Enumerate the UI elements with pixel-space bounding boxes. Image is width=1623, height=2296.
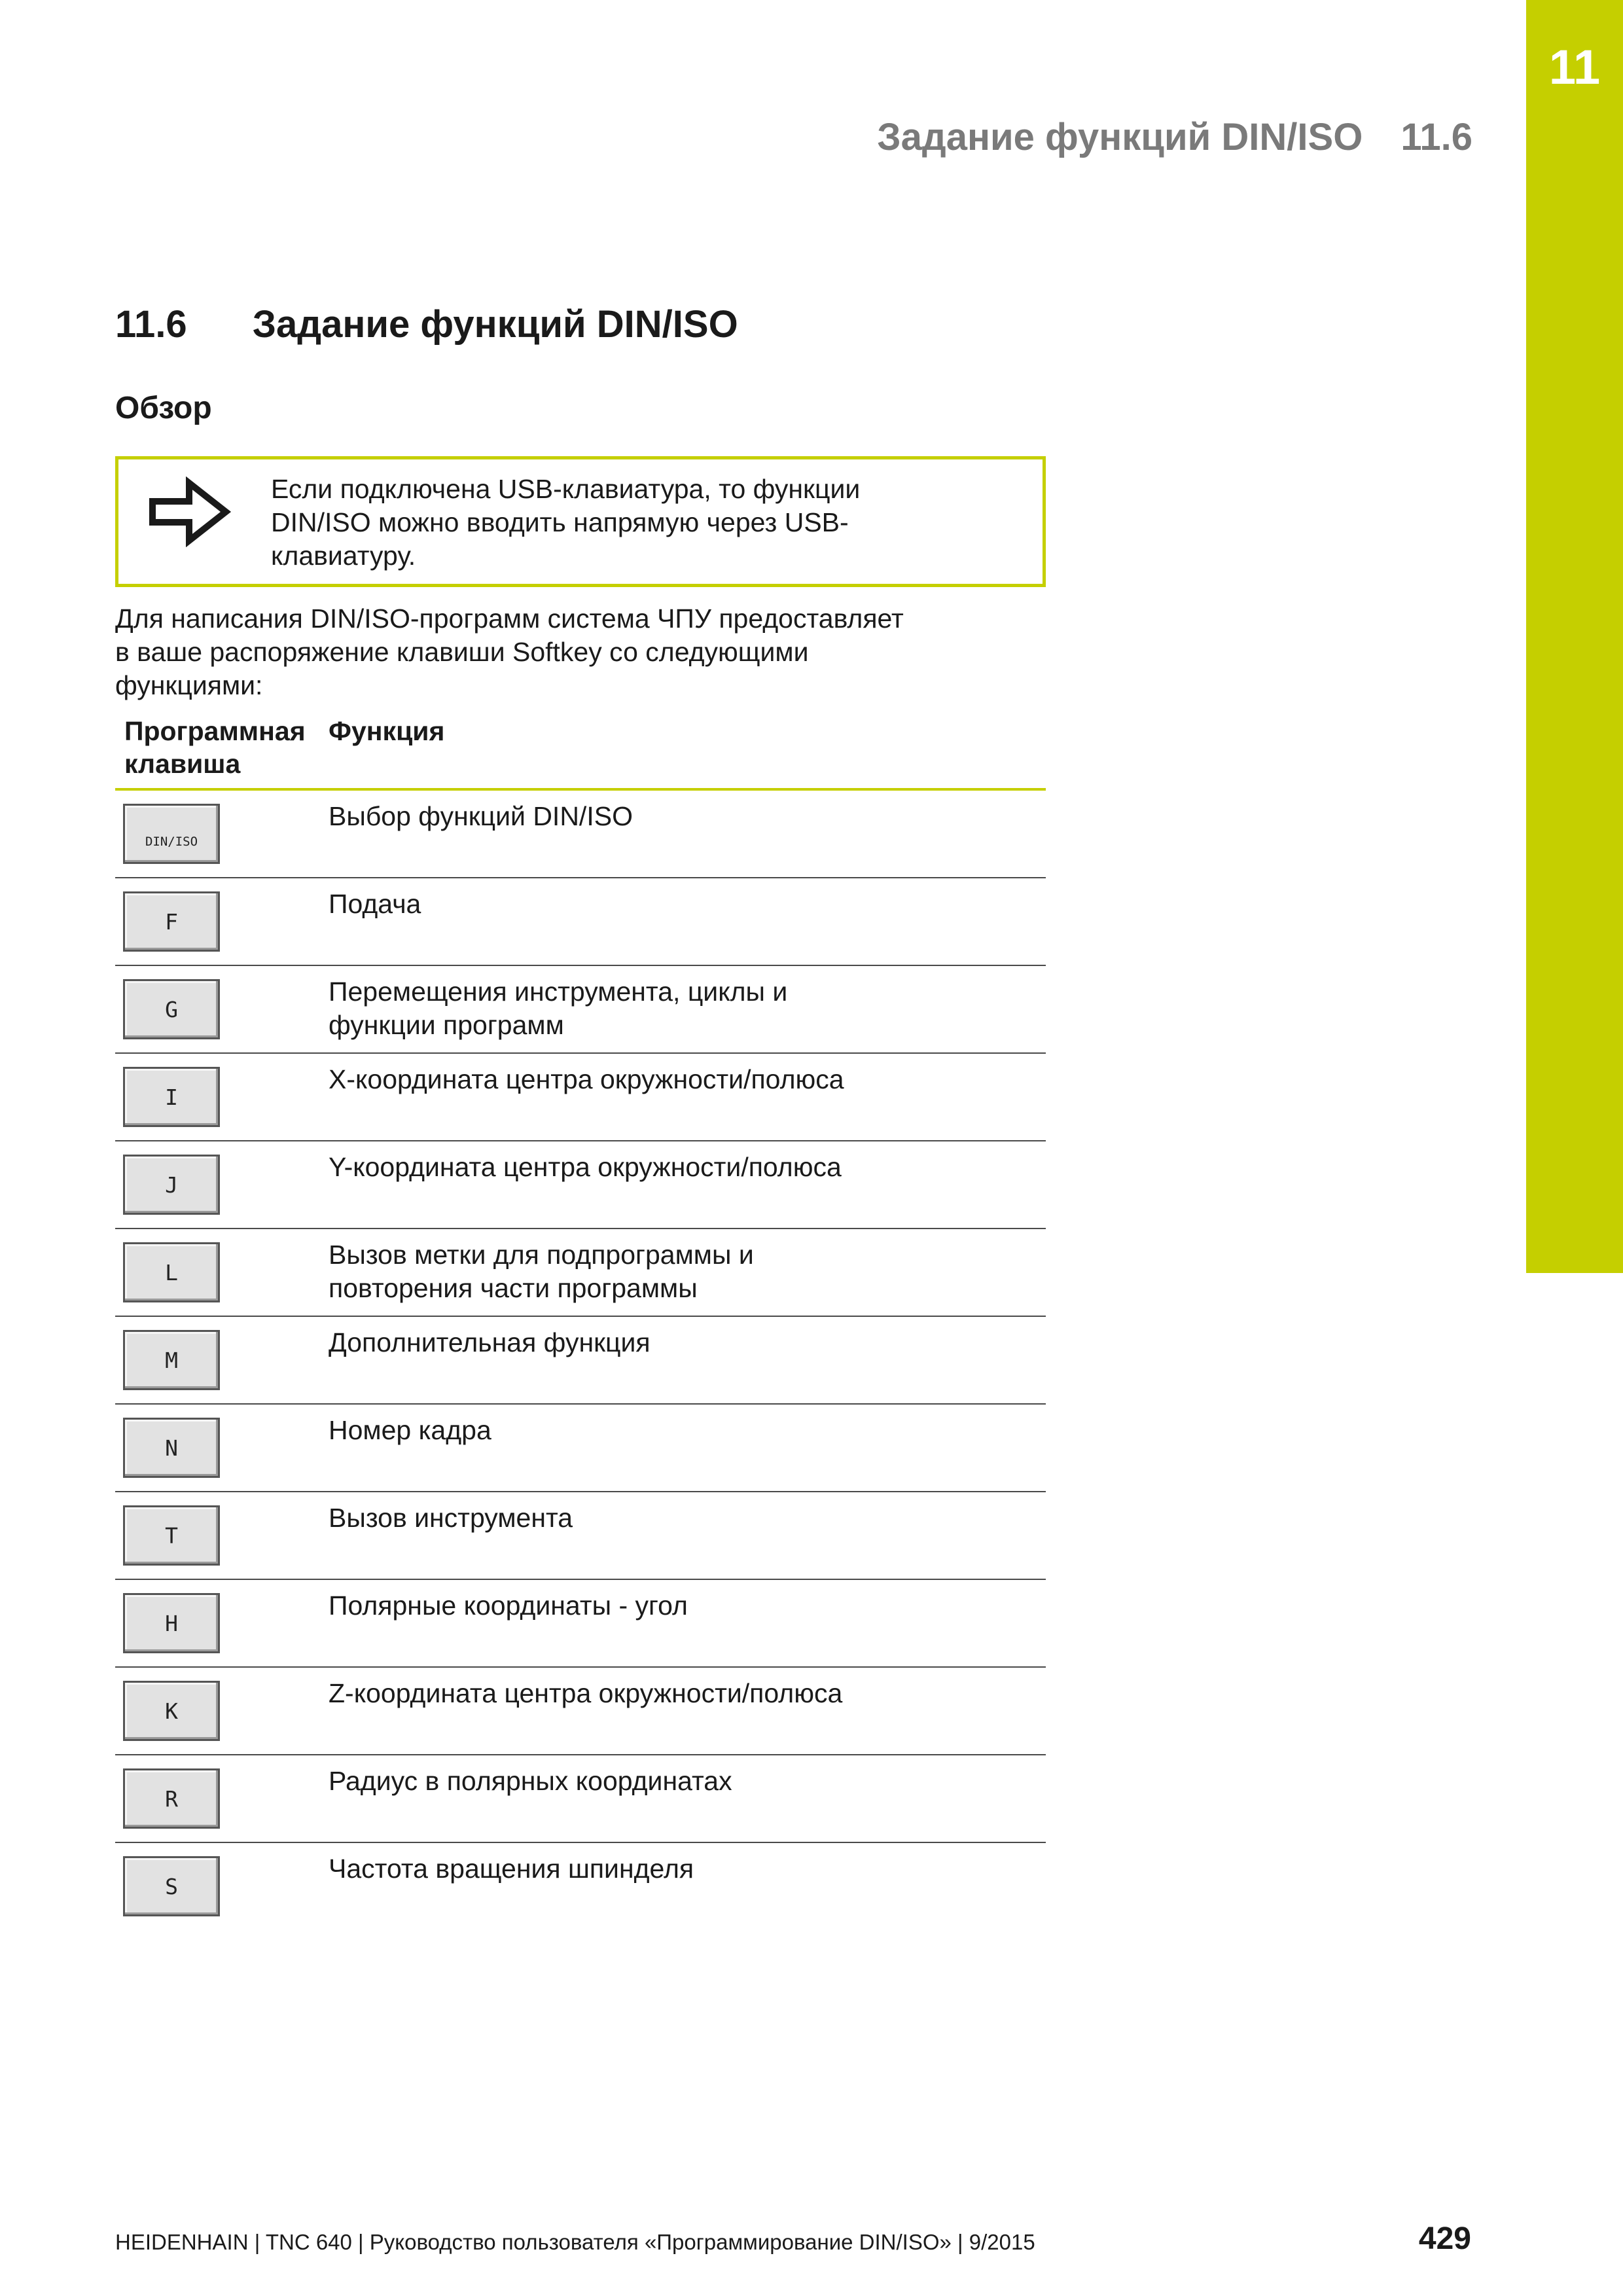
softkey-r: R bbox=[123, 1768, 220, 1829]
softkey-g: G bbox=[123, 979, 220, 1039]
function-description bbox=[329, 1501, 1035, 1535]
table-row bbox=[115, 966, 1046, 1054]
table-row bbox=[115, 1229, 1046, 1317]
function-description bbox=[329, 1063, 1035, 1096]
function-line: Вызов инструмента bbox=[329, 1503, 573, 1533]
function-line: Номер кадра bbox=[329, 1415, 491, 1445]
function-line: функции программ bbox=[329, 1010, 564, 1040]
running-header-section: 11.6 bbox=[1400, 116, 1472, 158]
function-line: Полярные координаты - угол bbox=[329, 1590, 688, 1621]
function-line: повторения части программы bbox=[329, 1273, 698, 1303]
function-description bbox=[329, 1852, 1035, 1886]
arrow-right-icon bbox=[147, 476, 232, 547]
function-line: Подача bbox=[329, 889, 421, 919]
function-description bbox=[329, 1151, 1035, 1184]
table-row bbox=[115, 1405, 1046, 1492]
section-number: 11.6 bbox=[115, 303, 187, 346]
table-row bbox=[115, 1668, 1046, 1755]
section-title: Задание функций DIN/ISO bbox=[252, 303, 738, 346]
function-description bbox=[329, 800, 1035, 833]
softkey-table bbox=[115, 715, 1046, 1929]
table-row bbox=[115, 1054, 1046, 1141]
function-description bbox=[329, 1765, 1035, 1798]
softkey-din-iso: DIN/ISO bbox=[123, 804, 220, 864]
intro-line: функциями: bbox=[115, 670, 263, 700]
header-softkey bbox=[124, 715, 321, 780]
function-line: Y-координата центра окружности/полюса bbox=[329, 1152, 842, 1182]
intro-paragraph bbox=[115, 602, 1058, 702]
softkey-s: S bbox=[123, 1856, 220, 1916]
chapter-number: 11 bbox=[1548, 40, 1601, 94]
function-description bbox=[329, 1326, 1035, 1359]
softkey-f: F bbox=[123, 891, 220, 952]
header-function: Функция bbox=[329, 716, 445, 746]
table-row bbox=[115, 1141, 1046, 1229]
softkey-j: J bbox=[123, 1155, 220, 1215]
softkey-h: H bbox=[123, 1593, 220, 1653]
function-description bbox=[329, 1414, 1035, 1447]
function-line: Перемещения инструмента, циклы и bbox=[329, 977, 788, 1007]
softkey-k: K bbox=[123, 1681, 220, 1741]
function-description bbox=[329, 975, 1035, 1042]
softkey-m: M bbox=[123, 1330, 220, 1390]
table-row bbox=[115, 1492, 1046, 1580]
softkey-l: L bbox=[123, 1242, 220, 1302]
header-softkey-line: Программная bbox=[124, 716, 306, 746]
note-line: клавиатуру. bbox=[271, 541, 416, 571]
note-line: DIN/ISO можно вводить напрямую через USB- bbox=[271, 507, 849, 537]
running-header-title: Задание функций DIN/ISO bbox=[877, 116, 1363, 158]
function-description bbox=[329, 1238, 1035, 1305]
intro-line: в ваше распоряжение клавиши Softkey со следующими bbox=[115, 637, 809, 667]
softkey-n: N bbox=[123, 1418, 220, 1478]
table-row bbox=[115, 1755, 1046, 1843]
function-line: Радиус в полярных координатах bbox=[329, 1766, 732, 1796]
function-description bbox=[329, 888, 1035, 921]
function-description bbox=[329, 1589, 1035, 1623]
section-heading bbox=[115, 302, 738, 346]
table-row bbox=[115, 1317, 1046, 1405]
function-description bbox=[329, 1677, 1035, 1710]
function-line: Выбор функций DIN/ISO bbox=[329, 801, 633, 831]
function-line: Z-координата центра окружности/полюса bbox=[329, 1678, 843, 1708]
running-header bbox=[877, 115, 1472, 159]
header-softkey-line: клавиша bbox=[124, 749, 241, 779]
function-line: Дополнительная функция bbox=[329, 1327, 651, 1357]
function-line: Вызов метки для подпрограммы и bbox=[329, 1240, 754, 1270]
note-box bbox=[115, 456, 1046, 587]
table-header bbox=[115, 715, 1046, 791]
page-number: 429 bbox=[1418, 2221, 1471, 2256]
chapter-tab bbox=[1526, 0, 1623, 1273]
footer-text: HEIDENHAIN | TNC 640 | Руководство пользователя «Программирование DIN/ISO» | 9/2015 bbox=[115, 2230, 1035, 2254]
intro-line: Для написания DIN/ISO-программ система ЧПУ предоставляет bbox=[115, 603, 904, 634]
function-line: X-координата центра окружности/полюса bbox=[329, 1064, 844, 1094]
table-row bbox=[115, 878, 1046, 966]
table-row bbox=[115, 791, 1046, 878]
table-row bbox=[115, 1580, 1046, 1668]
table-row bbox=[115, 1843, 1046, 1929]
subsection-title: Обзор bbox=[115, 391, 212, 425]
softkey-i: I bbox=[123, 1067, 220, 1127]
note-text bbox=[271, 473, 925, 573]
softkey-t: T bbox=[123, 1505, 220, 1566]
note-line: Если подключена USB-клавиатура, то функции bbox=[271, 474, 861, 504]
function-line: Частота вращения шпинделя bbox=[329, 1854, 694, 1884]
